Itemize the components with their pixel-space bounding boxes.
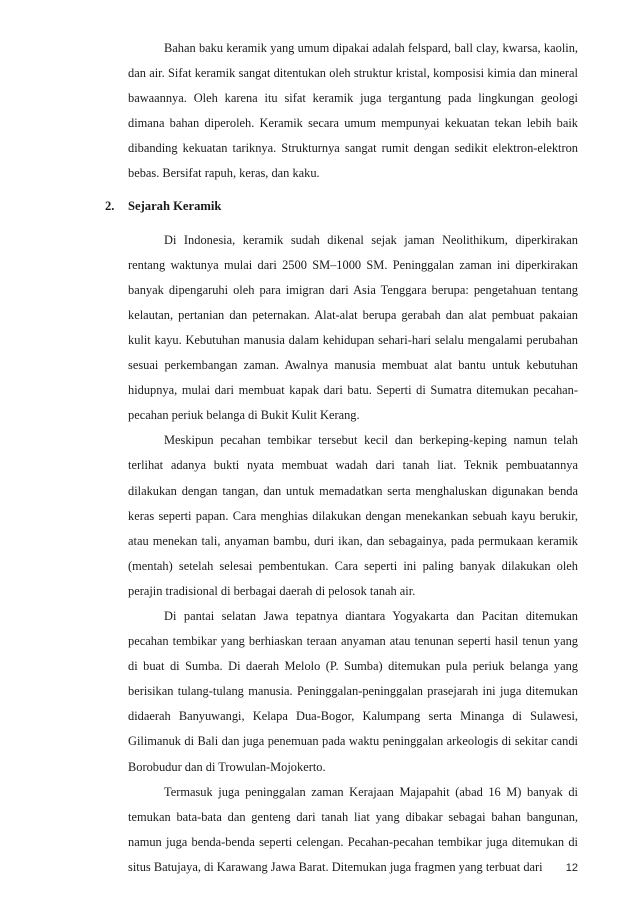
page-number: 12 (565, 862, 578, 874)
section-paragraph-4: Termasuk juga peninggalan zaman Kerajaan Majapahit (abad 16 M) banyak di temukan bata-bata dan genteng dari tanah liat yang dibakar sebagai bahan bangunan, namun juga benda-benda seperti celengan. Pecahan-pecahan tembikar juga ditemukan di situs Batujaya, di Karawang Jawa Barat. Ditemukan juga fragmen yang terbuat dari (128, 784, 578, 874)
section-title: Sejarah Keramik (128, 198, 222, 213)
section-number: 2. (105, 198, 115, 213)
section-paragraph-2: Meskipun pecahan tembikar tersebut kecil dan berkeping-keping namun telah terlihat adanya bukti nyata membuat wadah dari tanah liat. Teknik pembuatannya dilakukan dengan tangan, dan untuk memadatkan serta menghaluskan digunakan benda keras seperti papan. Cara menghias dilakukan dengan menekankan sebuah kayu berukir, atau menekan tali, anyaman bambu, duri ikan, dan sebagainya, pada permukaan keramik (mentah) setelah selesai pembentukan. Cara seperti ini paling banyak dilakukan oleh perajin tradisional di berbagai daerah di pelosok tanah air. (128, 433, 578, 598)
section-paragraph-3: Di pantai selatan Jawa tepatnya diantara Yogyakarta dan Pacitan ditemukan pecahan tembikar yang berhiaskan teraan anyaman atau tenunan seperti hasil tenun yang di buat di Sumba. Di daerah Melolo (P. Sumba) ditemukan pula periuk belanga yang berisikan tulang-tulang manusia. Peninggalan-peninggalan prasejarah ini juga ditemukan didaerah Banyuwangi, Kelapa Dua-Bogor, Kalumpang serta Minanga di Sulawesi, Gilimanuk di Bali dan juga penemuan pada waktu peninggalan arkeologis di sekitar candi Borobudur dan di Trowulan-Mojokerto. (128, 608, 578, 774)
section-heading (105, 194, 578, 218)
page-content (105, 36, 578, 880)
intro-paragraph: Bahan baku keramik yang umum dipakai adalah felspard, ball clay, kwarsa, kaolin, dan air. Sifat keramik sangat ditentukan oleh struktur kristal, komposisi kimia dan mineral bawaannya. Oleh karena itu sifat keramik juga tergantung pada lingkungan geologi dimana bahan diperoleh. Keramik secara umum mempunyai kekuatan tekan lebih baik dibanding kekuatan tariknya. Strukturnya sangat rumit dengan sedikit elektron-elektron bebas. Bersifat rapuh, keras, dan kaku. (128, 41, 578, 181)
section-paragraph-1: Di Indonesia, keramik sudah dikenal sejak jaman Neolithikum, diperkirakan rentang waktunya mulai dari 2500 SM–1000 SM. Peninggalan zaman ini diperkirakan banyak dipengaruhi oleh para imigran dari Asia Tenggara berupa: pengetahuan tentang kelautan, pertanian dan peternakan. Alat-alat berupa gerabah dan alat pembuat pakaian kulit kayu. Kebutuhan manusia dalam kehidupan sehari-hari selalu mengalami perubahan sesuai perkembangan zaman. Awalnya manusia membuat alat bantu untuk kebutuhan hidupnya, mulai dari membuat kapak dari batu. Seperti di Sumatra ditemukan pecahan-pecahan periuk belanga di Bukit Kulit Kerang. (128, 232, 578, 423)
